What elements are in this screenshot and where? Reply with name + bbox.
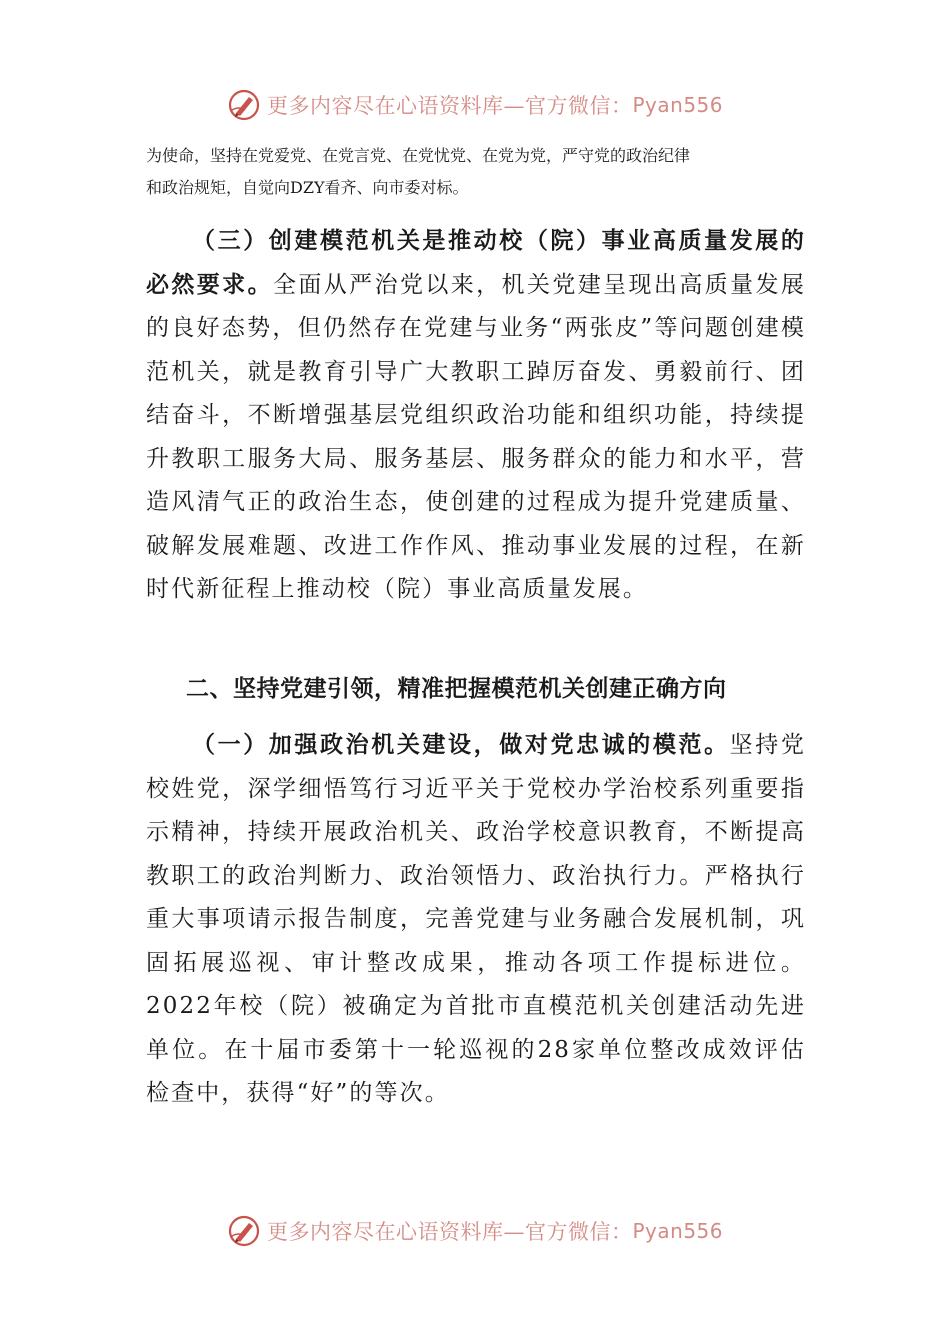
paragraph-section-2-1 bbox=[146, 724, 806, 1116]
section-2-1-title: （一）加强政治机关建设，做对党忠诚的模范。 bbox=[192, 732, 730, 758]
watermark-wechat-id: Pyan556 bbox=[632, 93, 723, 117]
paragraph-section-3 bbox=[146, 220, 806, 612]
section-3-body: 全面从严治党以来，机关党建呈现出高质量发展的良好态势，但仍然存在党建与业务“两张皮”等问题创建模范机关，就是教育引导广大教职工踔厉奋发、勇毅前行、团结奋斗，不断增强基层党组织政治功能和组织功能，持续提升教职工服务大局、服务基层、服务群众的能力和水平，营造风清气正的政治生态，使创建的过程成为提升党建质量、破解发展难题、改进工作作风、推动事业发展的过程，在新时代新征程上推动校（院）事业高质量发展。 bbox=[146, 271, 806, 602]
watermark-text: 更多内容尽在心语资料库—官方微信： bbox=[266, 94, 633, 118]
section-2-1-body: 坚持党校姓党，深学细悟笃行习近平关于党校办学治校系列重要指示精神，持续开展政治机关、政治学校意识教育，不断提高教职工的政治判断力、政治领悟力、政治执行力。严格执行重大事项请示报告制度，完善党建与业务融合发展机制，巩固拓展巡视、审计整改成果，推动各项工作提标进位。2022年校（院）被确定为首批市直模范机关创建活动先进单位。在十届市委第十一轮巡视的28家单位整改成效评估检查中，获得“好”的等次。 bbox=[146, 732, 806, 1106]
pen-logo-icon bbox=[227, 88, 261, 122]
continued-line-2: 和政治规矩，自觉向DZY看齐、向市委对标。 bbox=[146, 178, 469, 197]
watermark-text: 更多内容尽在心语资料库—官方微信： bbox=[266, 1220, 633, 1244]
watermark-footer bbox=[0, 1214, 950, 1248]
watermark-header bbox=[0, 88, 950, 122]
pen-logo-icon bbox=[227, 1214, 261, 1248]
section-3-title: （三）创建模范机关是推动校（院）事业高质量发展的必然要求。 bbox=[146, 228, 806, 298]
watermark-wechat-id: Pyan556 bbox=[632, 1219, 723, 1243]
heading-part-2: 二、坚持党建引领，精准把握模范机关创建正确方向 bbox=[186, 676, 727, 702]
continued-line-1: 为使命，坚持在党爱党、在党言党、在党忧党、在党为党，严守党的政治纪律 bbox=[146, 146, 691, 165]
